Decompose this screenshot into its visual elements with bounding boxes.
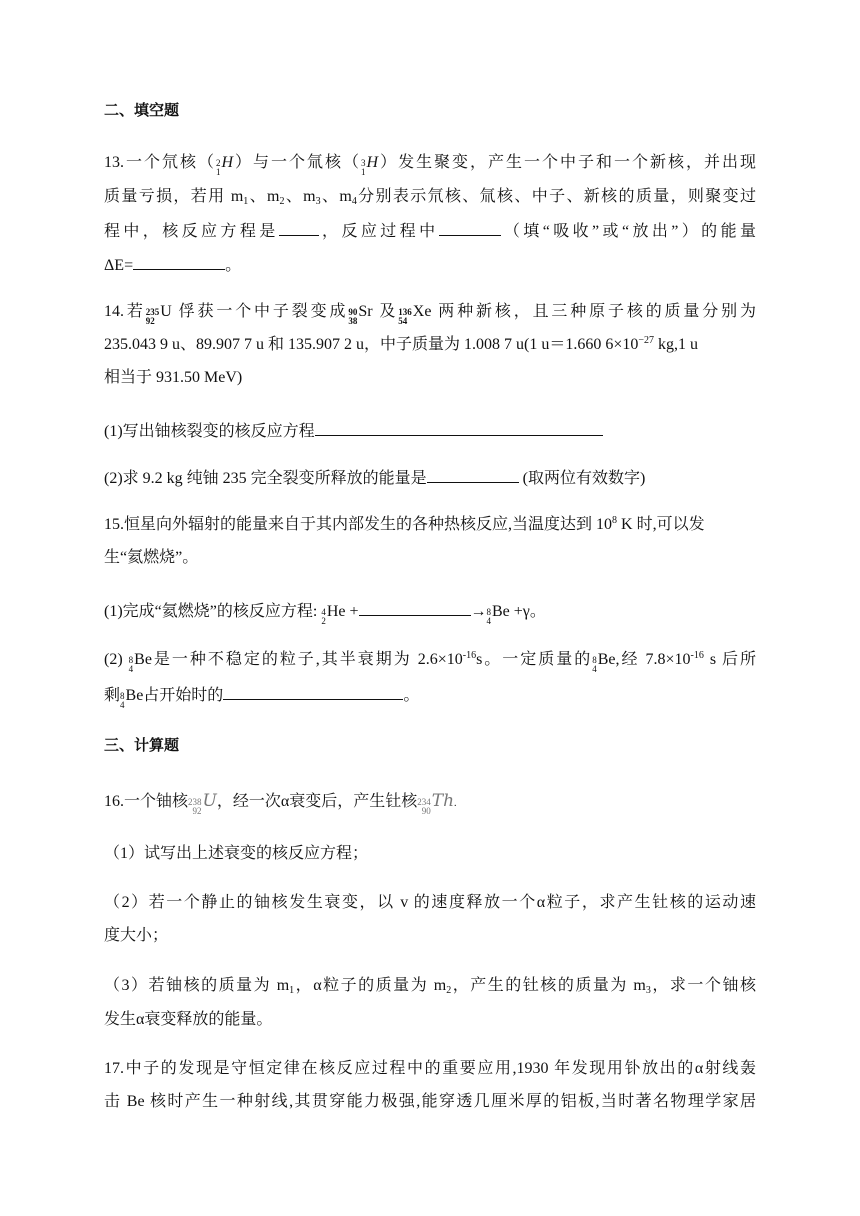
q16-line-1: 16.一个铀核 238 92 U ，经一次α衰变后，产生钍核 234 90 Th . xyxy=(104,791,457,816)
q15-line-1: 15.恒星向外辐射的能量来自于其内部发生的各种热核反应,当温度达到 $10^8$ K 时,可以发 xyxy=(104,515,705,533)
q16-part-2-line-1: （2）若一个静止的铀核发生衰变，以 v 的速度释放一个α粒子，求产生钍核的运动速 xyxy=(104,894,756,911)
section-heading-fill: 二、填空题 xyxy=(104,101,180,119)
beryllium-8-nuclide: 8 4 Be xyxy=(592,651,616,674)
q13-blank-energy xyxy=(133,253,225,270)
q13-blank-absorb-release xyxy=(439,219,501,236)
beryllium-8-nuclide: 8 4 Be xyxy=(486,603,510,626)
q16-part-1: （1）试写出上述衰变的核反应方程； xyxy=(104,845,369,862)
strontium-90-nuclide: 90 38 Sr xyxy=(348,303,373,326)
q13-blank-equation xyxy=(279,219,319,236)
q14-part-2: (2)求 9.2 kg 纯铀 235 完全裂变所释放的能量是 (取两位有效数字) xyxy=(104,466,645,490)
q15-blank-reactant xyxy=(359,599,471,616)
q14-line-1: 14.若 235 92 U 俘获一个中子裂变成 90 38 Sr 及 136 54 Xe 两种新核，且三种原子核的质量分别为 xyxy=(104,303,756,326)
q13-line-4: ΔE= 。 xyxy=(104,253,241,277)
q14-blank-energy xyxy=(427,466,519,483)
xenon-136-nuclide: 136 54 Xe xyxy=(398,303,432,326)
thorium-234-nuclide: 234 90 Th xyxy=(417,791,455,816)
q15-line-2: 生“氦燃烧”。 xyxy=(104,549,199,566)
uranium-238-nuclide: 238 92 U xyxy=(188,791,217,816)
helium-4-nuclide: 4 2 He xyxy=(321,603,346,626)
q15-part-1: (1)完成“氦燃烧”的核反应方程: 4 2 He + → 8 4 Be +γ。 xyxy=(104,599,546,627)
section-heading-calc: 三、计算题 xyxy=(104,736,180,754)
q14-blank-equation xyxy=(315,419,603,436)
q14-line-3: 相当于 931.50 MeV) xyxy=(104,369,243,386)
beryllium-8-nuclide: 8 4 Be xyxy=(120,687,144,710)
q16-part-2-line-2: 度大小； xyxy=(104,927,169,944)
tritium-nuclide: 3 1 H xyxy=(361,154,379,177)
beryllium-8-nuclide: 8 4 Be xyxy=(128,651,152,674)
q13-line-1: 13.一个氘核（ 2 1 H ）与一个氚核（ 3 1 H ）发生聚变，产生一个中子和一个新核，并出现 xyxy=(104,154,756,177)
q17-line-2: 击 Be 核时产生一种射线,其贯穿能力极强,能穿透几厘米厚的铝板,当时著名物理学家居 xyxy=(104,1093,756,1110)
q16-part-3-line-1: （3）若铀核的质量为 $m_1$，α粒子的质量为 $m_2$，产生的钍核的质量为 $m_3$，求一个铀核 xyxy=(104,977,756,996)
q16-part-3-line-2: 发生α衰变释放的能量。 xyxy=(104,1011,273,1028)
q15-blank-fraction xyxy=(223,683,403,700)
q15-part-2-line-2: 剩 8 4 Be 占开始时的 。 xyxy=(104,683,419,711)
q13-line-2: 质量亏损，若用 $m_1$、$m_2$、$m_3$、$m_4$分别表示氘核、氚核、中子、新核的质量，则聚变过 xyxy=(104,188,757,207)
q14-part-1: (1)写出铀核裂变的核反应方程 xyxy=(104,419,603,443)
uranium-235-nuclide: 235 92 U xyxy=(145,303,172,326)
q14-line-2: 235.043 9 u、89.907 7 u 和 135.907 2 u，中子质量为 1.008 7 u(1 u＝1.660 $6\times 10^{-27}$ kg,1 u xyxy=(104,335,698,353)
q17-line-1: 17.中子的发现是守恒定律在核反应过程中的重要应用,1930 年发现用钋放出的α射线轰 xyxy=(104,1060,756,1077)
q13-line-3: 程中，核反应方程是 ，反应过程中 （填“吸收”或“放出”）的能量 xyxy=(104,219,756,243)
deuterium-nuclide: 2 1 H xyxy=(215,154,234,177)
q15-part-2-line-1: (2) 8 4 Be 是一种不稳定的粒子,其半衰期为 $2.6\times 10^{-16}s$。一定质量的 8 4 Be ,经 $7.8\times 10^{-16}$ s 后所 xyxy=(104,650,757,674)
